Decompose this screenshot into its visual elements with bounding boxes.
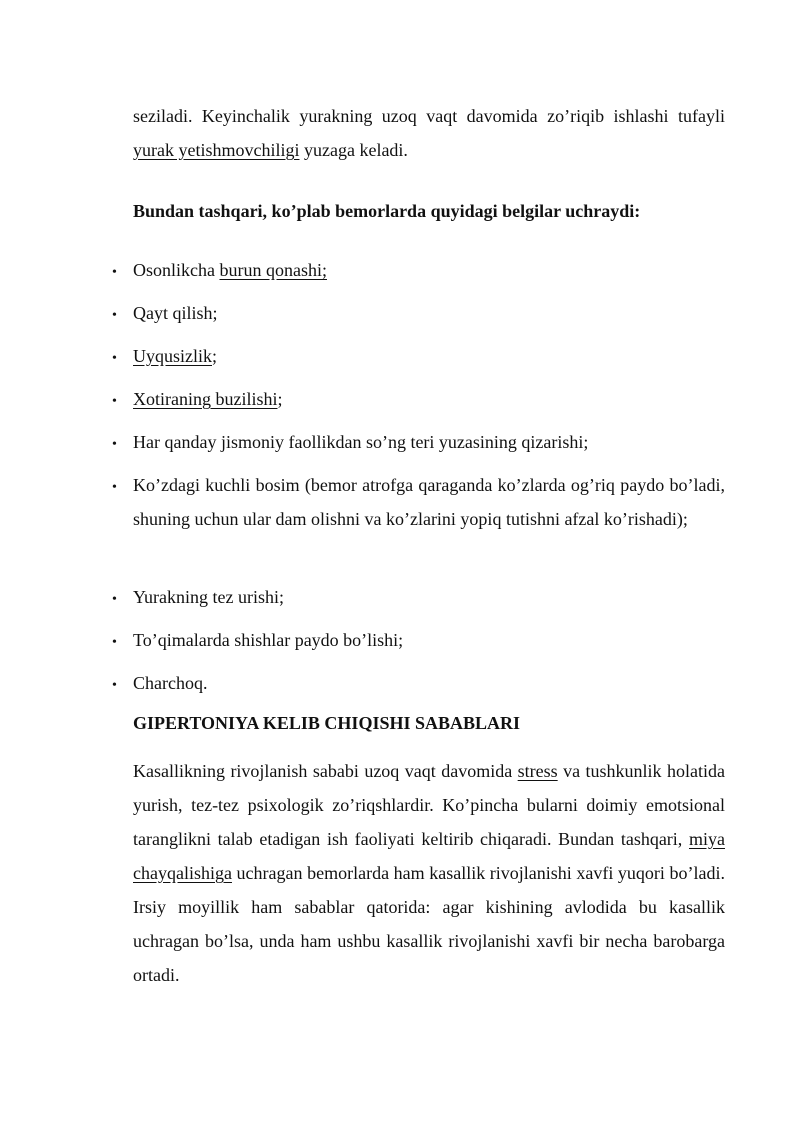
intro-text-end: yuzaga keladi. bbox=[299, 140, 408, 160]
causes-paragraph: Kasallikning rivojlanish sababi uzoq vaqt davomida stress va tushkunlik holatida yurish, tez-tez psixologik zo’riqshlardir. Ko’pincha bularni doimiy emotsional taranglikni talab etadigan ish faoliyati keltirib chiqaradi. Bundan tashqari, miya chayqalishiga uchragan bemorlarda ham kasallik rivojlanishi xavfi yuqori bo’ladi. Irsiy moyillik ham sabablar qatorida: agar kishining avlodida bu kasallik uchragan bo’lsa, unda ham ushbu kasallik rivojlanishi xavfi bir necha barobarga ortadi. bbox=[133, 761, 725, 985]
bullet-marker bbox=[112, 580, 122, 617]
list-item-yurak-urishi: Yurakning tez urishi; bbox=[133, 587, 284, 607]
list-item-kozdagi-bosim: Ko’zdagi kuchli bosim (bemor atrofga qaraganda ko’zlarda og’riq paydo bo’ladi, shuning uchun ular dam olishni va ko’zlarini yopiq tutishni afzal ko’rishadi); bbox=[133, 475, 725, 529]
list-item-teri-qizarishi: Har qanday jismoniy faollikdan so’ng teri yuzasining qizarishi; bbox=[133, 432, 589, 452]
bullet-marker bbox=[112, 339, 122, 376]
list-item-burun-qonashi: Osonlikcha burun qonashi; bbox=[133, 260, 327, 280]
causes-heading: GIPERTONIYA KELIB CHIQISHI SABABLARI bbox=[133, 713, 520, 733]
bullet-marker bbox=[112, 253, 122, 290]
list-item-charchoq: Charchoq. bbox=[133, 673, 208, 693]
intro-text: seziladi. Keyinchalik yurakning uzoq vaqt davomida zo’riqib ishlashi tufayli bbox=[133, 106, 725, 126]
symptoms-heading: Bundan tashqari, ko’plab bemorlarda quyidagi belgilar uchraydi: bbox=[133, 201, 641, 221]
bullet-marker bbox=[112, 623, 122, 660]
list-item-shishlar: To’qimalarda shishlar paydo bo’lishi; bbox=[133, 630, 404, 650]
bullet-marker bbox=[112, 296, 122, 333]
list-item-uyqusizlik: Uyqusizlik; bbox=[133, 346, 218, 366]
link-uyqusizlik[interactable]: Uyqusizlik bbox=[133, 346, 212, 366]
bullet-marker bbox=[112, 382, 122, 419]
bullet-marker bbox=[112, 468, 122, 505]
list-item-xotira: Xotiraning buzilishi; bbox=[133, 389, 283, 409]
list-item-qayt-qilish: Qayt qilish; bbox=[133, 303, 218, 323]
bullet-marker bbox=[112, 666, 122, 703]
link-stress[interactable]: stress bbox=[517, 761, 558, 781]
link-burun-qonashi[interactable]: burun qonashi; bbox=[219, 260, 327, 280]
bullet-marker bbox=[112, 425, 122, 462]
link-miya-chayqalishiga[interactable]: miya chayqalishiga bbox=[133, 829, 725, 883]
link-xotiraning-buzilishi[interactable]: Xotiraning buzilishi bbox=[133, 389, 278, 409]
intro-paragraph bbox=[133, 99, 725, 167]
link-yurak-yetishmovchiligi[interactable]: yurak yetishmovchiligi bbox=[133, 140, 300, 160]
